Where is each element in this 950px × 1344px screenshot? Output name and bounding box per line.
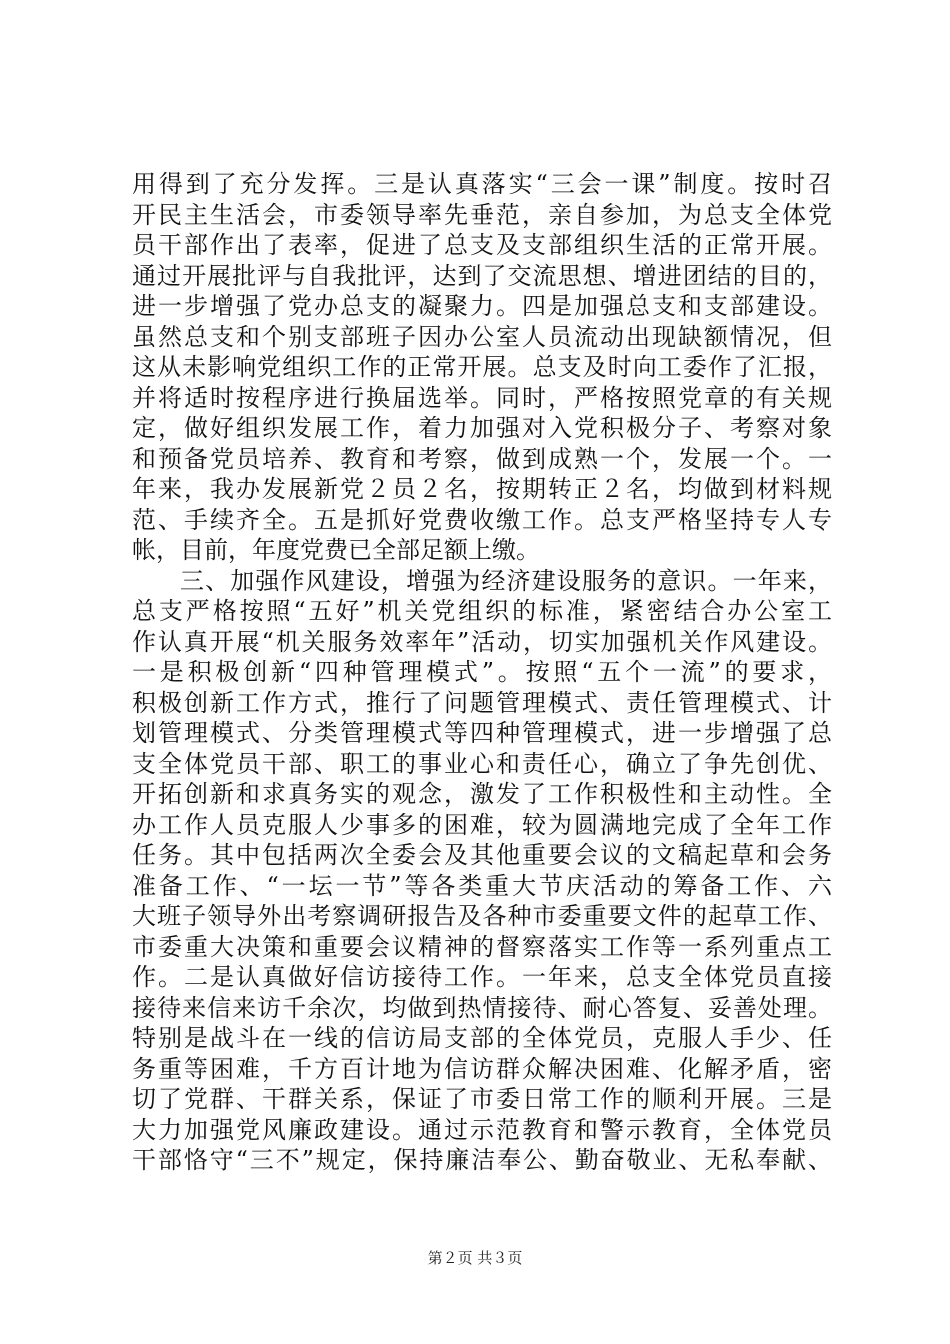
text-line: 员干部作出了表率，促进了总支及支部组织生活的正常开展。 [132, 231, 832, 259]
text-line: 总支严格按照“五好”机关党组织的标准，紧密结合办公室工 [132, 597, 832, 625]
text-line: 用得到了充分发挥。三是认真落实“三会一课”制度。按时召 [132, 170, 832, 198]
text-line: 市委重大决策和重要会议精神的督察落实工作等一系列重点工 [132, 932, 832, 961]
text-line: 并将适时按程序进行换届选举。同时，严格按照党章的有关规 [132, 383, 832, 412]
text-line: 进一步增强了党办总支的凝聚力。四是加强总支和支部建设。 [132, 292, 832, 320]
text-line: 作认真开展“机关服务效率年”活动，切实加强机关作风建设。 [132, 627, 832, 656]
text-line: 支全体党员干部、职工的事业心和责任心，确立了争先创优、 [132, 749, 832, 778]
text-line: 切了党群、干群关系，保证了市委日常工作的顺利开展。三是 [132, 1085, 832, 1113]
page-footer: 第２页 共３页 [427, 1249, 523, 1267]
text-line: 定，做好组织发展工作，着力加强对入党积极分子、考察对象 [132, 414, 832, 442]
text-line: 务重等困难，千方百计地为信访群众解决困难、化解矛盾，密 [132, 1054, 832, 1083]
text-line: 准备工作、“一坛一节”等各类重大节庆活动的筹备工作、六 [132, 871, 832, 900]
text-line: 虽然总支和个别支部班子因办公室人员流动出现缺额情况，但 [132, 322, 832, 351]
text-line: 通过开展批评与自我批评，达到了交流思想、增进团结的目的， [132, 261, 832, 290]
text-line: 范、手续齐全。五是抓好党费收缴工作。总支严格坚持专人专 [132, 505, 832, 534]
text-line: 大班子领导外出考察调研报告及各种市委重要文件的起草工作、 [132, 902, 832, 930]
text-line: 年来，我办发展新党２员２名，按期转正２名，均做到材料规 [132, 475, 832, 503]
text-line: 积极创新工作方式，推行了问题管理模式、责任管理模式、计 [132, 688, 832, 717]
text-line: 作。二是认真做好信访接待工作。一年来，总支全体党员直接 [132, 963, 832, 991]
text-line: 划管理模式、分类管理模式等四种管理模式，进一步增强了总 [132, 719, 832, 747]
text-line: 办工作人员克服人少事多的困难，较为圆满地完成了全年工作 [132, 810, 832, 839]
text-line: 帐，目前，年度党费已全部足额上缴。 [132, 536, 540, 564]
text-line-paragraph-start: 三、加强作风建设，增强为经济建设服务的意识。一年来， [180, 566, 832, 595]
text-line: 任务。其中包括两次全委会及其他重要会议的文稿起草和会务 [132, 841, 832, 869]
text-line: 和预备党员培养、教育和考察，做到成熟一个，发展一个。一 [132, 444, 832, 473]
text-line: 特别是战斗在一线的信访局支部的全体党员，克服人手少、任 [132, 1024, 832, 1052]
text-line: 开拓创新和求真务实的观念，激发了工作积极性和主动性。全 [132, 780, 832, 808]
text-line: 干部恪守“三不”规定，保持廉洁奉公、勤奋敬业、无私奉献、 [132, 1146, 832, 1174]
text-line: 接待来信来访千余次，均做到热情接待、耐心答复、妥善处理。 [132, 993, 832, 1022]
text-line: 开民主生活会，市委领导率先垂范，亲自参加，为总支全体党 [132, 200, 832, 229]
text-line: 这从未影响党组织工作的正常开展。总支及时向工委作了汇报， [132, 353, 832, 381]
text-line: 大力加强党风廉政建设。通过示范教育和警示教育，全体党员 [132, 1115, 832, 1144]
text-line: 一是积极创新“四种管理模式”。按照“五个一流”的要求， [132, 658, 832, 686]
body-text [132, 169, 832, 1176]
